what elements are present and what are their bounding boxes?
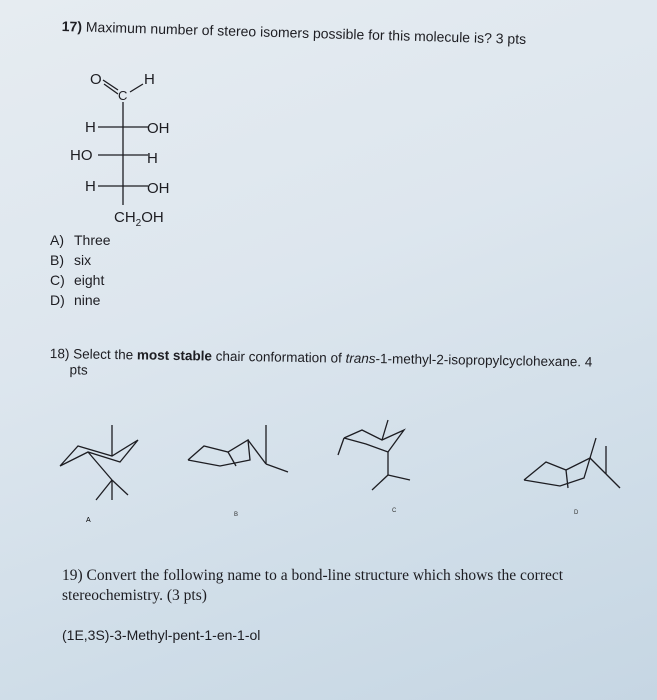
question-18-text-after: -1-methyl-2-isopropylcyclohexane. 4 — [375, 351, 593, 370]
fischer-bottom-group — [114, 209, 164, 229]
chair-d-label: D — [574, 510, 579, 516]
choice-c[interactable] — [50, 270, 111, 290]
fischer-bottom-ch: CH — [114, 209, 136, 226]
question-17-text: Maximum number of stereo isomers possible for this molecule is? 3 pts — [85, 18, 527, 47]
chair-a-label: A — [86, 517, 91, 524]
question-18-text-middle: chair conformation of — [211, 348, 346, 366]
chair-option-a[interactable] — [60, 425, 138, 500]
question-18-italic: trans — [345, 350, 376, 367]
choice-c-text: eight — [74, 272, 105, 288]
fischer-aldehyde-h: H — [144, 71, 155, 88]
chair-b-label: B — [234, 512, 239, 518]
question-17-number: 17) — [61, 18, 83, 35]
choice-d[interactable] — [50, 290, 111, 310]
question-19-text-line1: Convert the following name to a bond-line structure which shows the correct — [86, 567, 564, 584]
question-18-number: 18) — [49, 346, 70, 362]
fischer-row2-right: H — [147, 150, 158, 167]
fischer-row1-left: H — [85, 119, 96, 136]
fischer-row3-right: OH — [147, 180, 170, 197]
fischer-row1-right: OH — [147, 120, 170, 137]
fischer-row3-left: H — [85, 178, 96, 195]
question-19-number: 19) — [62, 567, 83, 584]
choice-a-text: Three — [74, 232, 111, 248]
question-19-prompt — [62, 566, 563, 606]
fischer-row2-left: HO — [70, 147, 93, 164]
question-18-text-before: Select the — [73, 346, 138, 363]
question-18-line2: pts — [69, 362, 88, 378]
chair-option-b[interactable] — [188, 425, 288, 472]
question-19-line1 — [62, 566, 563, 586]
chair-c-label: C — [392, 508, 397, 514]
fischer-projection — [70, 71, 170, 229]
fischer-c-label: C — [118, 88, 128, 103]
question-18-bold: most stable — [136, 347, 213, 364]
compound-name: (1E,3S)-3-Methyl-pent-1-en-1-ol — [62, 627, 261, 643]
question-17-choices — [50, 230, 111, 310]
fischer-o-label: O — [90, 71, 102, 88]
chair-option-d[interactable] — [524, 438, 620, 488]
question-19-text-line2: stereochemistry. (3 pts) — [62, 587, 207, 604]
choice-c-letter: C) — [50, 272, 65, 288]
choice-b-text: six — [74, 252, 92, 268]
choice-d-text: nine — [74, 292, 101, 308]
choice-b-letter: B) — [50, 252, 64, 268]
fischer-bottom-sub: 2 — [135, 218, 142, 229]
choice-a-letter: A) — [50, 232, 64, 248]
choice-d-letter: D) — [50, 292, 65, 308]
fischer-bottom-oh: OH — [141, 209, 164, 226]
chair-option-c[interactable] — [338, 420, 410, 490]
choice-a[interactable] — [50, 230, 111, 250]
choice-b[interactable] — [50, 250, 111, 270]
